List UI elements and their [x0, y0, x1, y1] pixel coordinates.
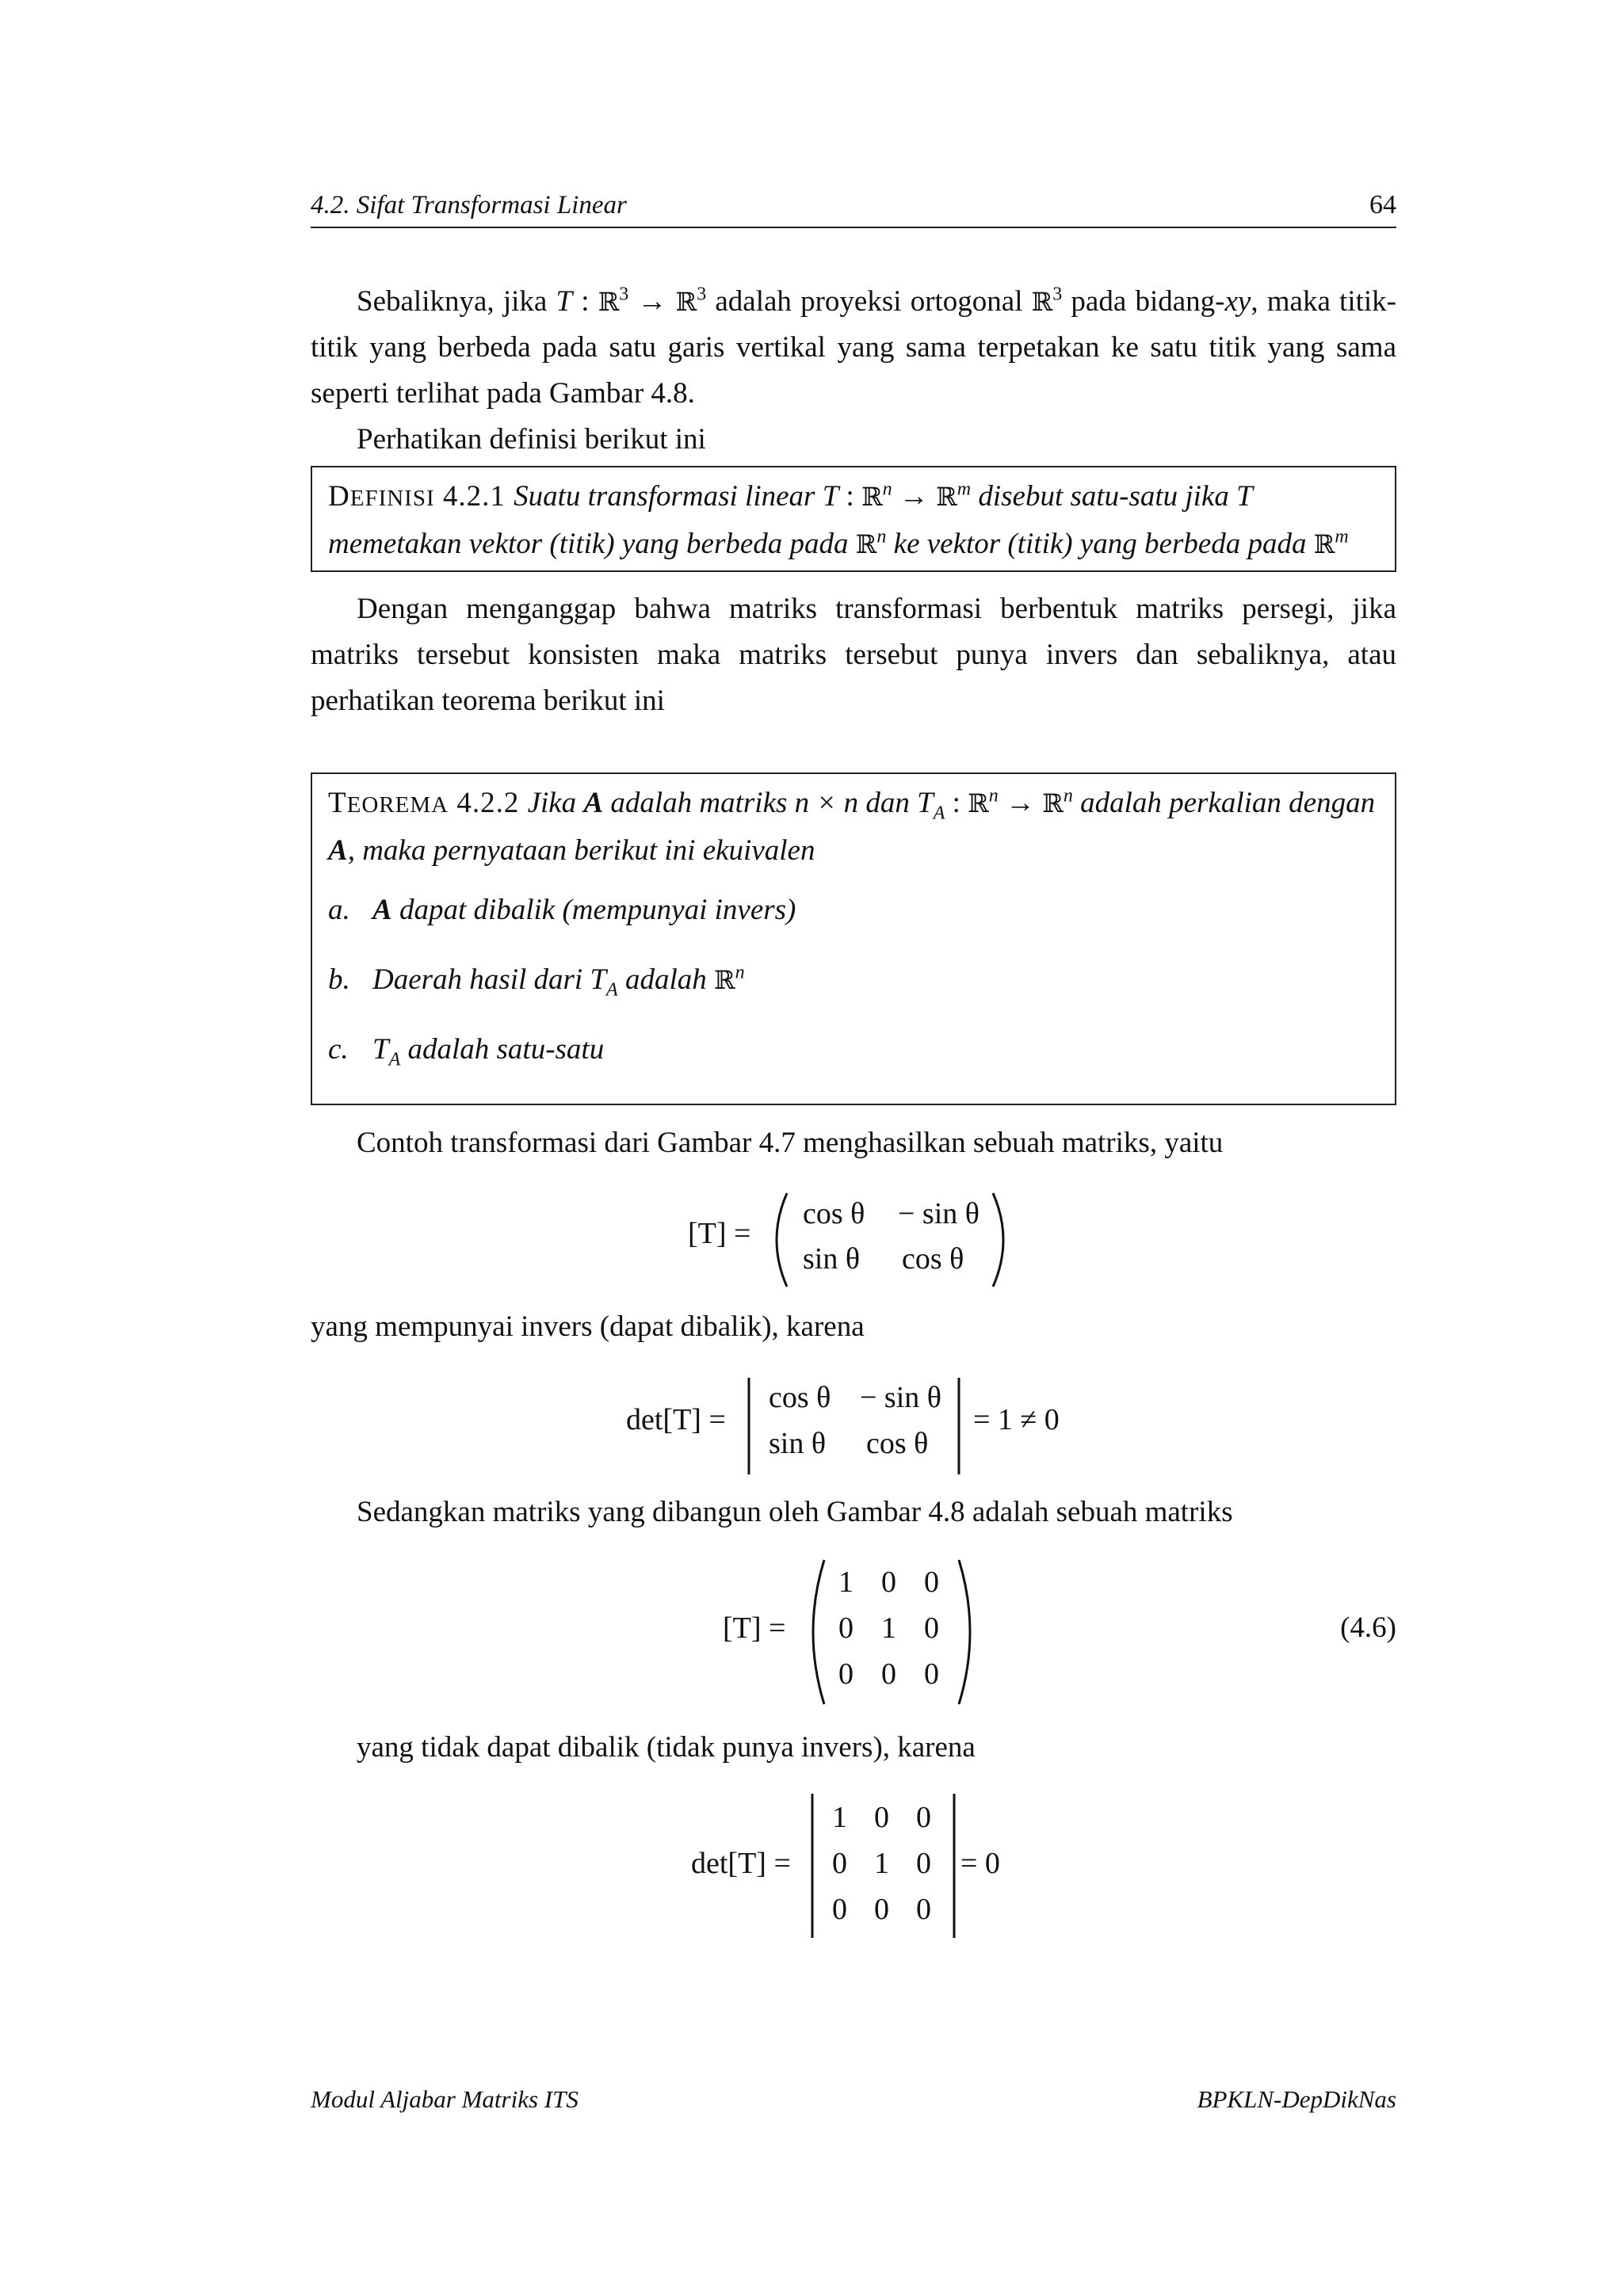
matrix-cell: 0	[874, 1893, 889, 1926]
equation-lhs: det[T] =	[691, 1847, 791, 1880]
theorem-item-b: b. Daerah hasil dari $T_A$ adalah ℝ$^n$	[328, 962, 745, 1001]
matrix-cell: 0	[924, 1657, 939, 1691]
footer-right: BPKLN-DepDikNas	[1197, 2085, 1396, 2113]
section-title: 4.2. Sifat Transformasi Linear	[311, 191, 627, 219]
matrix-cell: − sin θ	[898, 1197, 980, 1230]
matrix-cell: cos θ	[769, 1381, 831, 1414]
matrix-cell: 1	[838, 1566, 854, 1599]
page-number: 64	[1369, 190, 1396, 219]
running-header	[311, 187, 1396, 228]
matrix-cell: − sin θ	[860, 1381, 941, 1414]
matrix-cell: 1	[832, 1801, 847, 1834]
equation-lhs: [T] =	[723, 1611, 786, 1645]
theorem-text: TEOREMA 4.2.2 Jika A adalah matriks n × n dan $T_A$ : ℝ$^n$ → ℝ$^n$ adalah perkalian dengan A, maka pernyataan berikut ini ekuivalen	[328, 785, 1376, 867]
matrix-cell: 0	[916, 1801, 931, 1834]
matrix-cell: 0	[924, 1611, 939, 1645]
paragraph-has-inverse: yang mempunyai invers (dapat dibalik), karena	[311, 1310, 865, 1343]
matrix-cell: sin θ	[769, 1427, 827, 1460]
theorem-label: TEOREMA 4.2.2	[328, 787, 528, 819]
equation-lhs: det[T] =	[626, 1403, 726, 1436]
matrix-cell: cos θ	[902, 1242, 964, 1276]
paragraph-projection-matrix: Sedangkan matriks yang dibangun oleh Gambar 4.8 adalah sebuah matriks	[357, 1496, 1233, 1528]
matrix-cell: 0	[916, 1847, 931, 1880]
matrix-cell: 0	[832, 1847, 847, 1880]
matrix-cell: 0	[874, 1801, 889, 1834]
matrix-cell: sin θ	[803, 1242, 861, 1276]
paragraph-rotation-example: Contoh transformasi dari Gambar 4.7 menghasilkan sebuah matriks, yaitu	[357, 1127, 1224, 1159]
definition-label: DEFINISI 4.2.1	[328, 480, 514, 513]
definition-box	[311, 466, 1396, 572]
equation-lhs: [T] =	[688, 1217, 751, 1250]
matrix-cell: 1	[874, 1847, 889, 1880]
matrix-cell: 0	[838, 1657, 854, 1691]
theorem-box	[311, 772, 1396, 1105]
theorem-item-c: c. $T_A$ adalah satu-satu	[328, 1033, 605, 1070]
definition-text: DEFINISI 4.2.1 Suatu transformasi linear T : ℝ$^n$ → ℝ$^m$ disebut satu-satu jika T memetakan vektor (titik) yang berbeda pada ℝ$^n$ ke vektor (titik) yang berbeda pada ℝ$^m$	[328, 479, 1349, 560]
paragraph-projection: Sebaliknya, jika T : ℝ$^3$ → ℝ$^3$ adalah proyeksi ortogonal ℝ$^3$ pada bidang-xy, maka titik-titik yang berbeda pada satu garis vertikal yang sama terpetakan ke satu titik yang sama seperti terlihat pada Gambar 4.8.	[311, 284, 1396, 410]
equation-rhs: = 0	[960, 1847, 1000, 1880]
matrix-cell: 0	[832, 1893, 847, 1926]
paragraph-intro-definition: Perhatikan definisi berikut ini	[357, 423, 706, 456]
theorem-item-a: a. A dapat dibalik (mempunyai invers)	[328, 894, 796, 926]
matrix-cell: cos θ	[803, 1197, 865, 1230]
matrix-cell: 1	[881, 1611, 896, 1645]
matrix-cell: cos θ	[866, 1427, 929, 1460]
matrix-cell: 0	[838, 1611, 854, 1645]
equation-rhs: = 1 ≠ 0	[973, 1403, 1060, 1436]
matrix-cell: 0	[881, 1566, 896, 1599]
paragraph-no-inverse: yang tidak dapat dibalik (tidak punya invers), karena	[357, 1731, 976, 1764]
footer-left: Modul Aljabar Matriks ITS	[311, 2085, 579, 2113]
equation-number: (4.6)	[1340, 1611, 1396, 1644]
matrix-cell: 0	[881, 1657, 896, 1691]
matrix-cell: 0	[924, 1566, 939, 1599]
paragraph-square-matrix: Dengan menganggap bahwa matriks transformasi berbentuk matriks persegi, jika matriks tersebut konsisten maka matriks tersebut punya invers dan sebaliknya, atau perhatikan teorema berikut ini	[311, 593, 1396, 717]
matrix-cell: 0	[916, 1893, 931, 1926]
